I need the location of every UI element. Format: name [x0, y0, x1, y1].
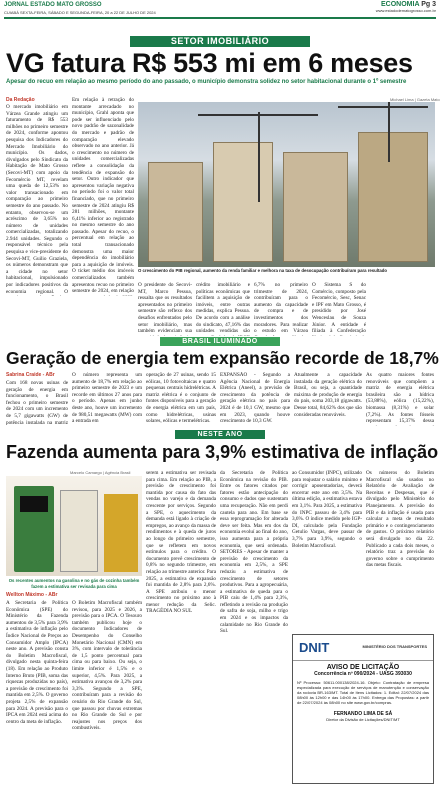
building-4: [358, 132, 428, 262]
headline-vg-fatura: VG fatura R$ 553 mi em 6 meses: [6, 48, 413, 78]
website-link[interactable]: www.estadodematogrosso.com.br: [375, 8, 436, 13]
story1-col1: O mercado imobiliário em Várzea Grande atingiu um faturamento de R$ 553 milhões no primeiro semestre de 2024, conforme apontou pesquisa dos Indicadores do Mercado Imobiliário do município. Os dados, divulgados pelo Sindicato da Habitação de Mato Grosso (Secovi-MT) com apoio da Fecomércio MT, revelam uma queda de 12,53% no valor transacionado em comparação ao primeiro semestre do ano passado. No entanto, observou-se um acréscimo de 3,65% no número de unidades comercializadas, totalizando 2.944 unidades. Segundo o responsável técnico pela pesquisa e vice-presidente do Secovi-MT, Guilio Graziela, os números demonstram que a cidade no setor habitacional, impulsionado por indicadores positivos da economia regional. O: [6, 104, 68, 295]
crane-jib: [198, 114, 318, 116]
building-1: [148, 162, 203, 262]
story1-col4: crédito imobiliário e políticas econômicas que facilitem a aquisição de imóveis, entre outras medidas, explica Pessoa. De acordo com a análise do sindicato, 47,16% das unidades vendidas são: [196, 282, 250, 335]
story3-col2: serem a estimativa ser revisada para cima. Em relação ao PIB, a previsão de crescimento foi mantida por causa do fato das vendas no varejo e da demanda crescente por serviços. Segundo a SPE, o aquecimento da demanda está ligado à criação de empregos, ao avanço da massa de rendimentos e à queda de juros ao longo do primeiro semestre, que se refletem em novos estímulos para o crédito. O documento prevê crescimento de 0,8% no segundo trimestre, em relação ao trimestre anterior. Para 2025, a estimativa de expansão foi mantida de 2,8% para 2,6%. A SPE atribuiu o menor crescimento no próximo ano à menor redução da Selic. TRAGÉDIA NO SUL: [146, 470, 216, 615]
ministry-name: MINISTÉRIO DOS TRANSPORTES: [362, 644, 427, 649]
crane-mast-2: [388, 102, 390, 162]
pump-display: [20, 496, 48, 512]
headline-inflacao: Fazenda aumenta para 3,9% estimativa de inflação: [6, 442, 439, 462]
story1-col2: Em relação à retração do montante arrecadado no município, Grahl aponta que pode ser influenciado pelo novo padrão de sazonalidade do mercado e padrão de comparação elevado observado no ano anterior. Já o crescimento no número de unidades comercializadas reflete a consolidação da tendência de expansão do setor. Outro indicador que apresentou variação negativa no período foi o valor total financiado, que no primeiro semestre de 2024 atingiu R$ 281 milhões, montante 6,41% inferior ao registrado no mesmo semestre do ano passado. Apesar do recuo, o percentual em relação ao total transacionado demonstra uma maior dependência do imobiliário para a aquisição de imóveis. O ticket médio dos imóveis comercializados também apresentou recuo no primeiro semestre de 2024, em relação: [72, 97, 134, 295]
ad-subtitle: Concorrência nº 090/2024 - UASG 393030: [314, 671, 412, 677]
story3-col1: A Secretaria de Política Econômica (SPE) do Ministério da Fazenda aumentou de 3,5% para 3,9% a estimativa de inflação pelo Índice Nacional de Preços ao Consumidor Amplo (IPCA) neste ano. A previsão consta do Boletim Macrofiscal, divulgado nesta quinta-feira (18). Em relação ao Produto Interno Bruto (PIB, soma das riquezas produzidas no país), a previsão de crescimento foi mantida em 2,5%. O governo projeta 2,5% de expansão para 2024. A previsão para o IPCA em 2024 está acima do centro da meta de inflação.: [6, 600, 68, 725]
kicker-neste-ano: NESTE ANO: [175, 430, 265, 439]
masthead-right: [376, 1, 436, 13]
story1-col6b: [372, 282, 434, 336]
ad-signature: FERNANDO LIMA DE SÁ: [333, 711, 393, 717]
edition-date: CUIABÁ SEXTA-FEIRA, SÁBADO E SEGUNDA-FEIRA, 20 a 22 DE JULHO DE 2024: [4, 10, 156, 15]
photo-credit-2: Marcelo Camargo | Agência Brasil: [70, 470, 131, 475]
crane-mast: [258, 112, 260, 202]
story3-col5: da Secretaria de Política Econômica na revisão do PIB. Entre os fatores citados por fatores estão antecipação do consumo e dados que sustentam uma recuperação. Não em perdi cautela para ano. Em base se essa reprogramação for alterada deve ser feita. Mas em dos da economia evoluí ao final do ano, isso aumenta para a própria economia, que será ordenada. SETORES - Apesar de manter a previsão de crescimento da economia em 2,5%, a SPE reduziu a estimativa de crescimento de setores produtivos. Para a agropecuária, a estimativa de queda para o PIB caiu de 1,4% para 2,3%, refletindo a revisão na produção de safra de soja, milho e trigo em 2024 e os impactos da calamidade no Rio Grande do Sul.: [220, 470, 288, 635]
kicker-brasil-iluminado: BRASIL ILUMINADO: [160, 337, 280, 346]
byline-redacao: Da Redação: [6, 97, 35, 103]
headline-energia: Geração de energia tem expansão recorde de 18,7%: [6, 348, 439, 368]
story2-col3: operação de 27 usinas, sendo 15 eólicas, 10 fotovoltaicas e quatro pequenas centrais hidrelétricas. A matriz elétrica é o conjunto de fontes disponíveis para a geração de energia elétrica em um país, como hidrelétricas, usinas solares, eólicas e termelétricas.: [146, 372, 216, 425]
construction-photo: [138, 102, 435, 267]
section-name: ECONOMIA: [381, 1, 420, 8]
page-number: Pg 3: [421, 1, 436, 8]
ad-title: AVISO DE LICITAÇÃO: [326, 664, 400, 671]
story2-col1: Com 168 novas usinas de geração de energia em funcionamento, o Brasil fechou o primeiro semestre de 2024 com um incremento de 5,7 gigawatts (GW) de potência instalada na matriz: [6, 380, 68, 426]
story2-col6: As quatro maiores fontes renováveis que compõem a matriz de energia elétrica brasileira são a hídrica (53,88%), eólica (15,22%), biomassa (8,31%) e solar (7,2%). As fontes fósseis representam 15,37% dessa: [366, 372, 434, 425]
byline-wellton: Wellton Máximo - ABr: [6, 592, 58, 598]
story1-col3: O presidente do Secovi-MT, Marco Pessoa, ressalta que os resultados apresentados no primeiro semestre são reflexo dos desafios enfrentados pelo setor imobiliário, mas também evidenciam sua: [138, 282, 192, 335]
story3-col7: Os números do Boletim Macrofiscal são usados no Relatório de Avaliação de Receitas e Despesas, que é divulgado pelo Ministério do Planejamento. A previsão do PIB e da inflação é usada para calcular a meta de resultado primário e o contingenciamento de gastos. O próximo relatório será divulgado no dia 22. Publicado a cada dois meses, o relatório traz a previsão do governo sobre o cumprimento das metas fiscais.: [366, 470, 434, 569]
story1-col6: O Sistema S do Comércio, composto pela Fecomércio, Sesc, Senac e IPF em Mato Grosso, é presidido por José Wenceslau de Souza Júnior. A entidade é filiada à Confederação: [312, 282, 366, 335]
ad-header: [293, 635, 433, 661]
kicker-setor-imobiliario: SETOR IMOBILIÁRIO: [130, 36, 310, 47]
subheadline-vg: Apesar do recuo em relação ao mesmo período do ano passado, o município demonstra solidez no setor habitacional durante o 1º semestre: [6, 79, 407, 85]
story2-col2: O número representa um aumento de 18,7% em relação ao primeiro semestre de 2023 e um recorde em últimos 27 anos para o período. Apenas em junho deste ano, houve um incremento de 980,51 megawatts (MW) com a entrada em: [72, 372, 142, 425]
building-2: [213, 142, 273, 262]
pump-body-2: [60, 490, 98, 572]
ad-signature-title: Diretor da Divisão de Licitações/DNIT/MT: [326, 717, 400, 722]
story3-col6: ao Consumidor (INPC), utilizado para reajustar o salário mínimo e corrigir aposentadorias, deverá encerrar este ano em 3,5%. Na última edição, a estimativa estava em 3,1%. Para 2025, a estimativa do INPC passou de 3,4% para 3,6%. O índice medido pelo IGP-DI, calculado pela Fundação Getulio Vargas, deve passar de 3,7% para 3,9%, segundo o Boletim Macrofiscal.: [292, 470, 362, 549]
story3-col3: O Boletim Macrofiscal também revisou, para 2025 e 2026, a previsão para o IPCA. O Tesouro também publicou hoje o documento Indicadores de Desempenho do Conselho Monetário Nacional (CMN) em 3%, com intervalo de tolerância de 1,5 ponto percentual para cima ou para baixo. Ou seja, o limite inferior é 1,5% e o superior, 4,5%. Para 2025, a estimativa avançou de 3,2% para 3,3%. Segundo a SPE, contribuíram para a revisão do cenário do Rio Grande do Sul, que passou por chuvas extremas no Rio Grande do Sul e por reajustes nos preços dos combustíveis.: [72, 600, 142, 732]
byline-sabrina: Sabrina Craide - ABr: [6, 372, 55, 378]
building-3: [283, 152, 348, 262]
photo-credit: Michael Lima | Gazeta Mato: [390, 97, 440, 102]
ad-body: Nº Processo: 50611.000138/2024-16. Objeto: Contratação de empresa especializada para execução de serviços de manutenção e conservação da rodovia BR-163/MT. Total de Itens Licitados: 1. Edital: 22/07/2024 das 08h00 às 12h00 e das 14h00 às 17h00. Entrega das Propostas: a partir de 22/07/2024 às 08h00 no site www.gov.br/compras.: [297, 680, 429, 705]
story2-col4: EXPANSÃO - Segundo a Agência Nacional de Energia Elétrica (Aneel), a previsão de crescimento da potência de geração elétrica no país para 2024 é de 10,1 GW, mesmo que em 2023, quando houve crescimento de 10,3 GW.: [220, 372, 290, 425]
photo-caption: O crescimento do PIB regional, aumento da renda familiar e melhora na taxa de desocupação contribuíram para resultado: [138, 268, 388, 273]
story2-col5: Atualmente a capacidade instalada da geração elétrica do Brasil, ou seja, a quantidade máxima de produção de energia do país, soma 203,18 gigawatts. Desse total, 84,62% dos que são consideradas renováveis.: [294, 372, 362, 418]
masthead-left: [4, 1, 156, 17]
pump-body-3: [104, 494, 138, 572]
dnit-logo: DNIT: [299, 640, 330, 655]
fuel-pump-photo: [6, 476, 142, 576]
dnit-ad: [292, 634, 434, 784]
crane-jib-2: [338, 106, 428, 108]
story1-col5: 6,7% no primeiro trimestre de 2024, contribuíram para o aumento da capacidade de compra e de investimentos dos moradores. Para realizar o estudo em Várzea: [254, 282, 308, 335]
masthead: [4, 1, 436, 19]
photo-caption-2: Os recentes aumentos na gasolina e no gás de cozinha também fazem a estimativa ser revisada para cima: [8, 578, 140, 589]
paper-name: JORNAL ESTADO MATO GROSSO: [4, 2, 102, 8]
